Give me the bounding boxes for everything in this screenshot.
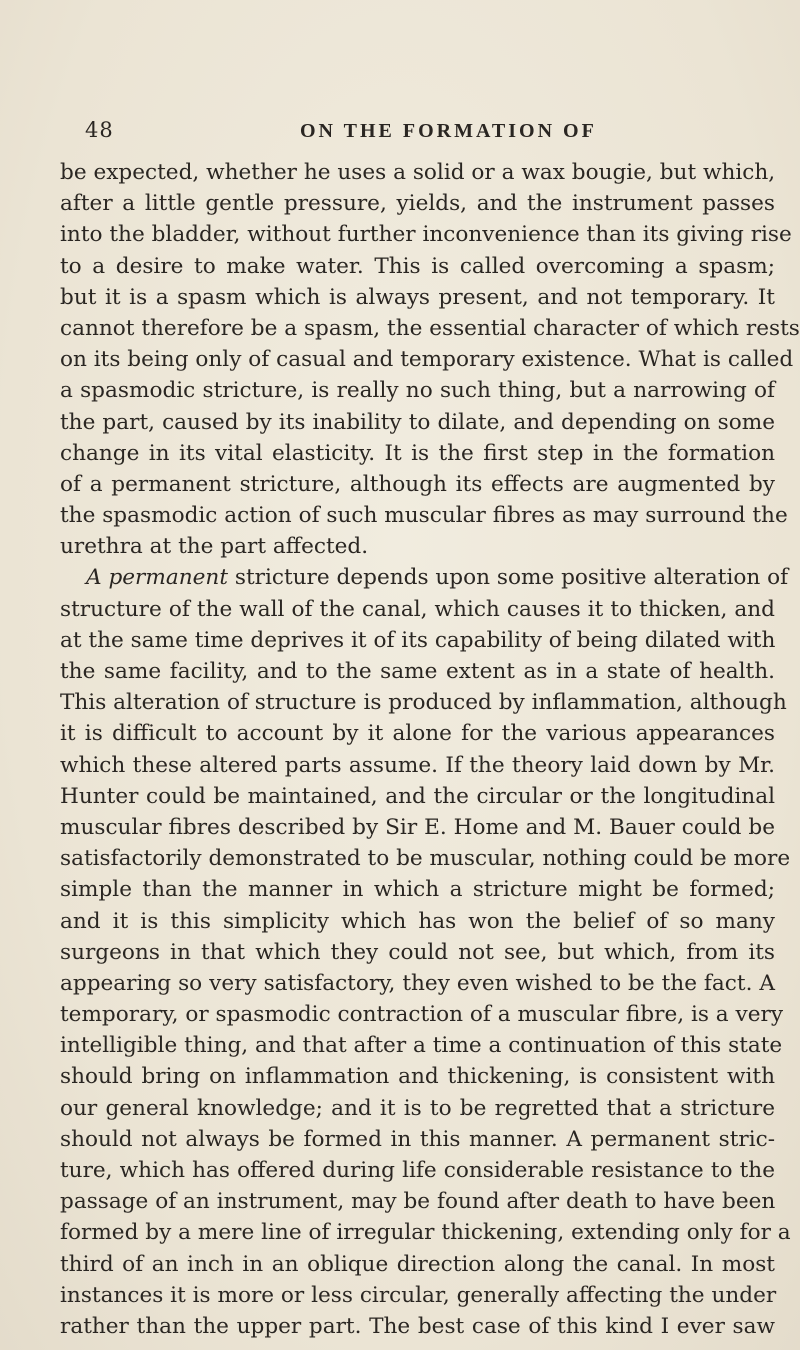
text-line: This alteration of structure is produced by inflammation, although [60, 690, 787, 716]
text-line: change in its vital elasticity. It is the first step in the formation [60, 440, 775, 466]
paragraph-lead-line [60, 562, 789, 593]
text-line: Hunter could be maintained, and the circular or the longitudinal [60, 783, 775, 809]
text-line: ture, which has offered during life considerable resistance to the [60, 1158, 775, 1183]
text-line: muscular fibres described by Sir E. Home and M. Bauer could be [60, 814, 775, 840]
text-line: temporary, or spasmodic contraction of a muscular fibre, is a very [60, 1002, 784, 1028]
text-line: the spasmodic action of such muscular fibres as may surround the [60, 503, 788, 529]
text-line: should not always be formed in this manner. A permanent stric- [60, 1126, 775, 1152]
text-line: at the same time deprives it of its capability of being dilated with [60, 627, 776, 653]
text-line: our general knowledge; and it is to be regretted that a stricture [60, 1095, 775, 1121]
text-line: stricture depends upon some positive alteration of [234, 565, 789, 591]
text-line: third of an inch in an oblique direction along the canal. In most [60, 1251, 775, 1277]
page-header [0, 118, 800, 148]
body-text [60, 157, 800, 1342]
text-line: urethra at the part affected. [60, 534, 369, 560]
text-line: be expected, whether he uses a solid or a wax bougie, but which, [60, 160, 776, 185]
text-line: instances it is more or less circular, generally affecting the under [60, 1282, 777, 1308]
text-line: but it is a spasm which is always present, and not temporary. It [60, 284, 775, 310]
text-line: cannot therefore be a spasm, the essential character of which rests [60, 315, 800, 341]
text-line: intelligible thing, and that after a time a continuation of this state [60, 1033, 783, 1059]
text-line: the part, caused by its inability to dilate, and depending on some [60, 409, 775, 435]
text-line: of a permanent stricture, although its effects are augmented by [60, 471, 775, 497]
text-line: satisfactorily demonstrated to be muscular, nothing could be more [60, 846, 791, 872]
paragraph-lead-italic: A permanent [86, 565, 229, 591]
text-line: formed by a mere line of irregular thickening, extending only for a [60, 1220, 791, 1246]
page-number: 48 [85, 118, 114, 142]
text-line: rather than the upper part. The best case of this kind I ever saw [60, 1313, 775, 1339]
text-line: after a little gentle pressure, yields, and the instrument passes [60, 191, 775, 217]
text-line: a spasmodic stricture, is really no such thing, but a narrowing of [60, 378, 775, 404]
text-line: appearing so very satisfactory, they even wished to be the fact. A [60, 970, 775, 996]
text-line: which these altered parts assume. If the theory laid down by Mr. [60, 752, 775, 778]
text-line: the same facility, and to the same extent as in a state of health. [60, 659, 775, 684]
text-line: simple than the manner in which a stricture might be formed; [60, 877, 775, 903]
text-line: and it is this simplicity which has won the belief of so many [60, 908, 775, 934]
text-line: it is difficult to account by it alone for the various appearances [60, 721, 775, 747]
text-line: structure of the wall of the canal, which causes it to thicken, and [60, 596, 775, 622]
text-line: on its being only of casual and temporary existence. What is called [60, 347, 794, 373]
running-head: ON THE FORMATION OF [300, 120, 597, 142]
text-line: passage of an instrument, may be found after death to have been [60, 1189, 776, 1215]
text-line: to a desire to make water. This is called overcoming a spasm; [60, 253, 775, 279]
text-line: into the bladder, without further inconvenience than its giving rise [60, 222, 792, 248]
text-line: should bring on inflammation and thickening, is consistent with [60, 1064, 775, 1090]
text-line: surgeons in that which they could not see, but which, from its [60, 939, 775, 965]
